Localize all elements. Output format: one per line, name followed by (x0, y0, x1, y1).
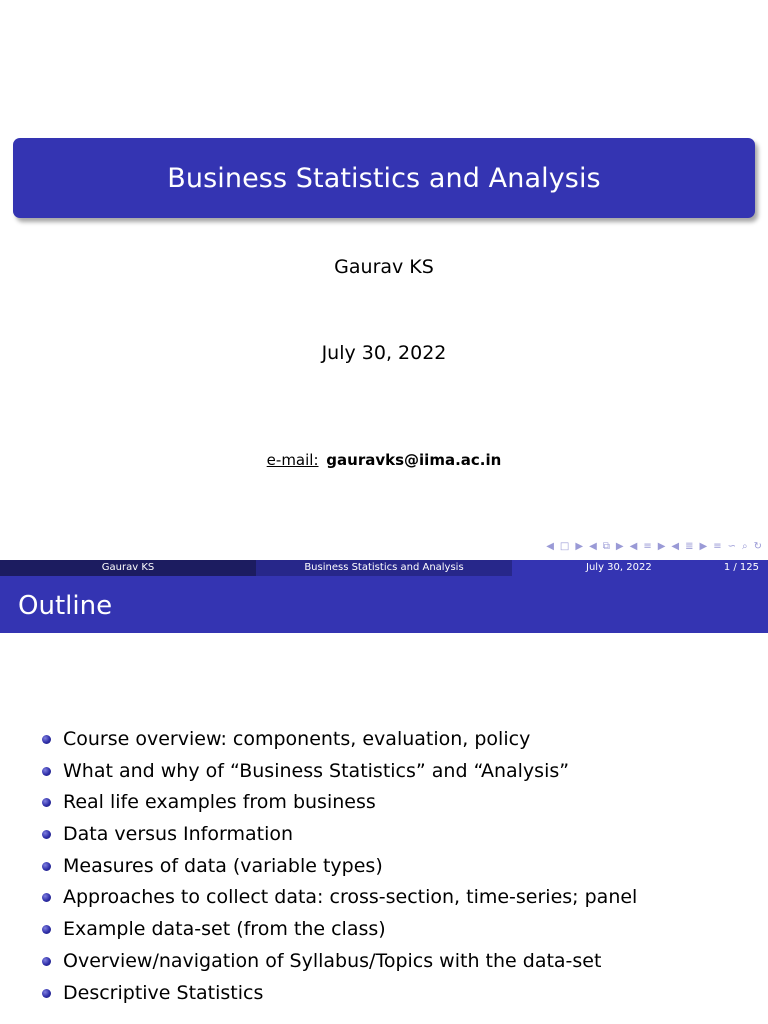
list-item (0, 949, 637, 981)
list-item (0, 854, 637, 886)
back-icon[interactable]: ∽ (727, 541, 736, 552)
title-box (13, 138, 755, 218)
bullet-icon (42, 767, 51, 776)
list-item-text: Real life examples from business (63, 791, 376, 814)
beamer-navigation-bar (546, 541, 762, 553)
list-item (0, 759, 637, 791)
bullet-icon (42, 830, 51, 839)
outline-slide (0, 576, 768, 1024)
footline-author: Gaurav KS (0, 560, 256, 576)
nav-next-slide-icon[interactable]: ▶ (575, 541, 584, 552)
list-item (0, 822, 637, 854)
list-item-text: Measures of data (variable types) (63, 854, 383, 877)
footline-date-page (512, 560, 768, 576)
bullet-icon (42, 893, 51, 902)
list-item-text: Descriptive Statistics (63, 981, 264, 1004)
bullet-icon (42, 862, 51, 871)
list-item-text: What and why of “Business Statistics” and “Analysis” (63, 759, 570, 782)
list-item (0, 885, 637, 917)
email-line (0, 451, 768, 469)
footline (0, 560, 768, 576)
subsection-icon[interactable]: ≡ (643, 541, 652, 552)
nav-prev-slide-icon[interactable]: ◀ (546, 541, 554, 552)
frame-icon[interactable]: ⧉ (602, 541, 610, 552)
nav-prev-section-icon[interactable]: ◀ (671, 541, 680, 552)
nav-next-section-icon[interactable]: ▶ (699, 541, 708, 552)
bullet-icon (42, 957, 51, 966)
list-item-text: Data versus Information (63, 823, 294, 846)
footline-title: Business Statistics and Analysis (256, 560, 512, 576)
presentation-title: Business Statistics and Analysis (167, 162, 601, 194)
footline-date: July 30, 2022 (586, 562, 652, 573)
list-item (0, 917, 637, 949)
email-label: e-mail: (266, 451, 319, 469)
list-item-text: Course overview: components, evaluation, policy (63, 728, 531, 750)
slide-icon[interactable]: □ (559, 541, 570, 552)
appendix-icon[interactable]: ≡ (713, 541, 722, 552)
list-item (0, 981, 637, 1013)
email-address[interactable]: gauravks@iima.ac.in (326, 451, 502, 469)
bullet-icon (42, 925, 51, 934)
nav-next-frame-icon[interactable]: ▶ (615, 541, 624, 552)
list-item-text: Approaches to collect data: cross-section, time-series; panel (63, 886, 638, 909)
search-icon[interactable]: ⌕ (742, 541, 748, 552)
footline-page-number: 1 / 125 (723, 562, 759, 573)
section-icon[interactable]: ≣ (685, 541, 694, 552)
bullet-icon (42, 735, 51, 744)
frame-title: Outline (0, 576, 768, 633)
bullet-icon (42, 989, 51, 998)
outline-list (0, 727, 637, 1012)
nav-next-subsection-icon[interactable]: ▶ (657, 541, 666, 552)
nav-prev-subsection-icon[interactable]: ◀ (629, 541, 638, 552)
list-item-text: Example data-set (from the class) (63, 918, 386, 941)
list-item (0, 790, 637, 822)
list-item (0, 727, 637, 759)
author-name: Gaurav KS (334, 256, 434, 278)
list-item-text: Overview/navigation of Syllabus/Topics with the data-set (63, 949, 602, 972)
nav-prev-frame-icon[interactable]: ◀ (589, 541, 597, 552)
bullet-icon (42, 798, 51, 807)
forward-icon[interactable]: ↻ (753, 541, 762, 552)
presentation-date: July 30, 2022 (321, 342, 447, 364)
